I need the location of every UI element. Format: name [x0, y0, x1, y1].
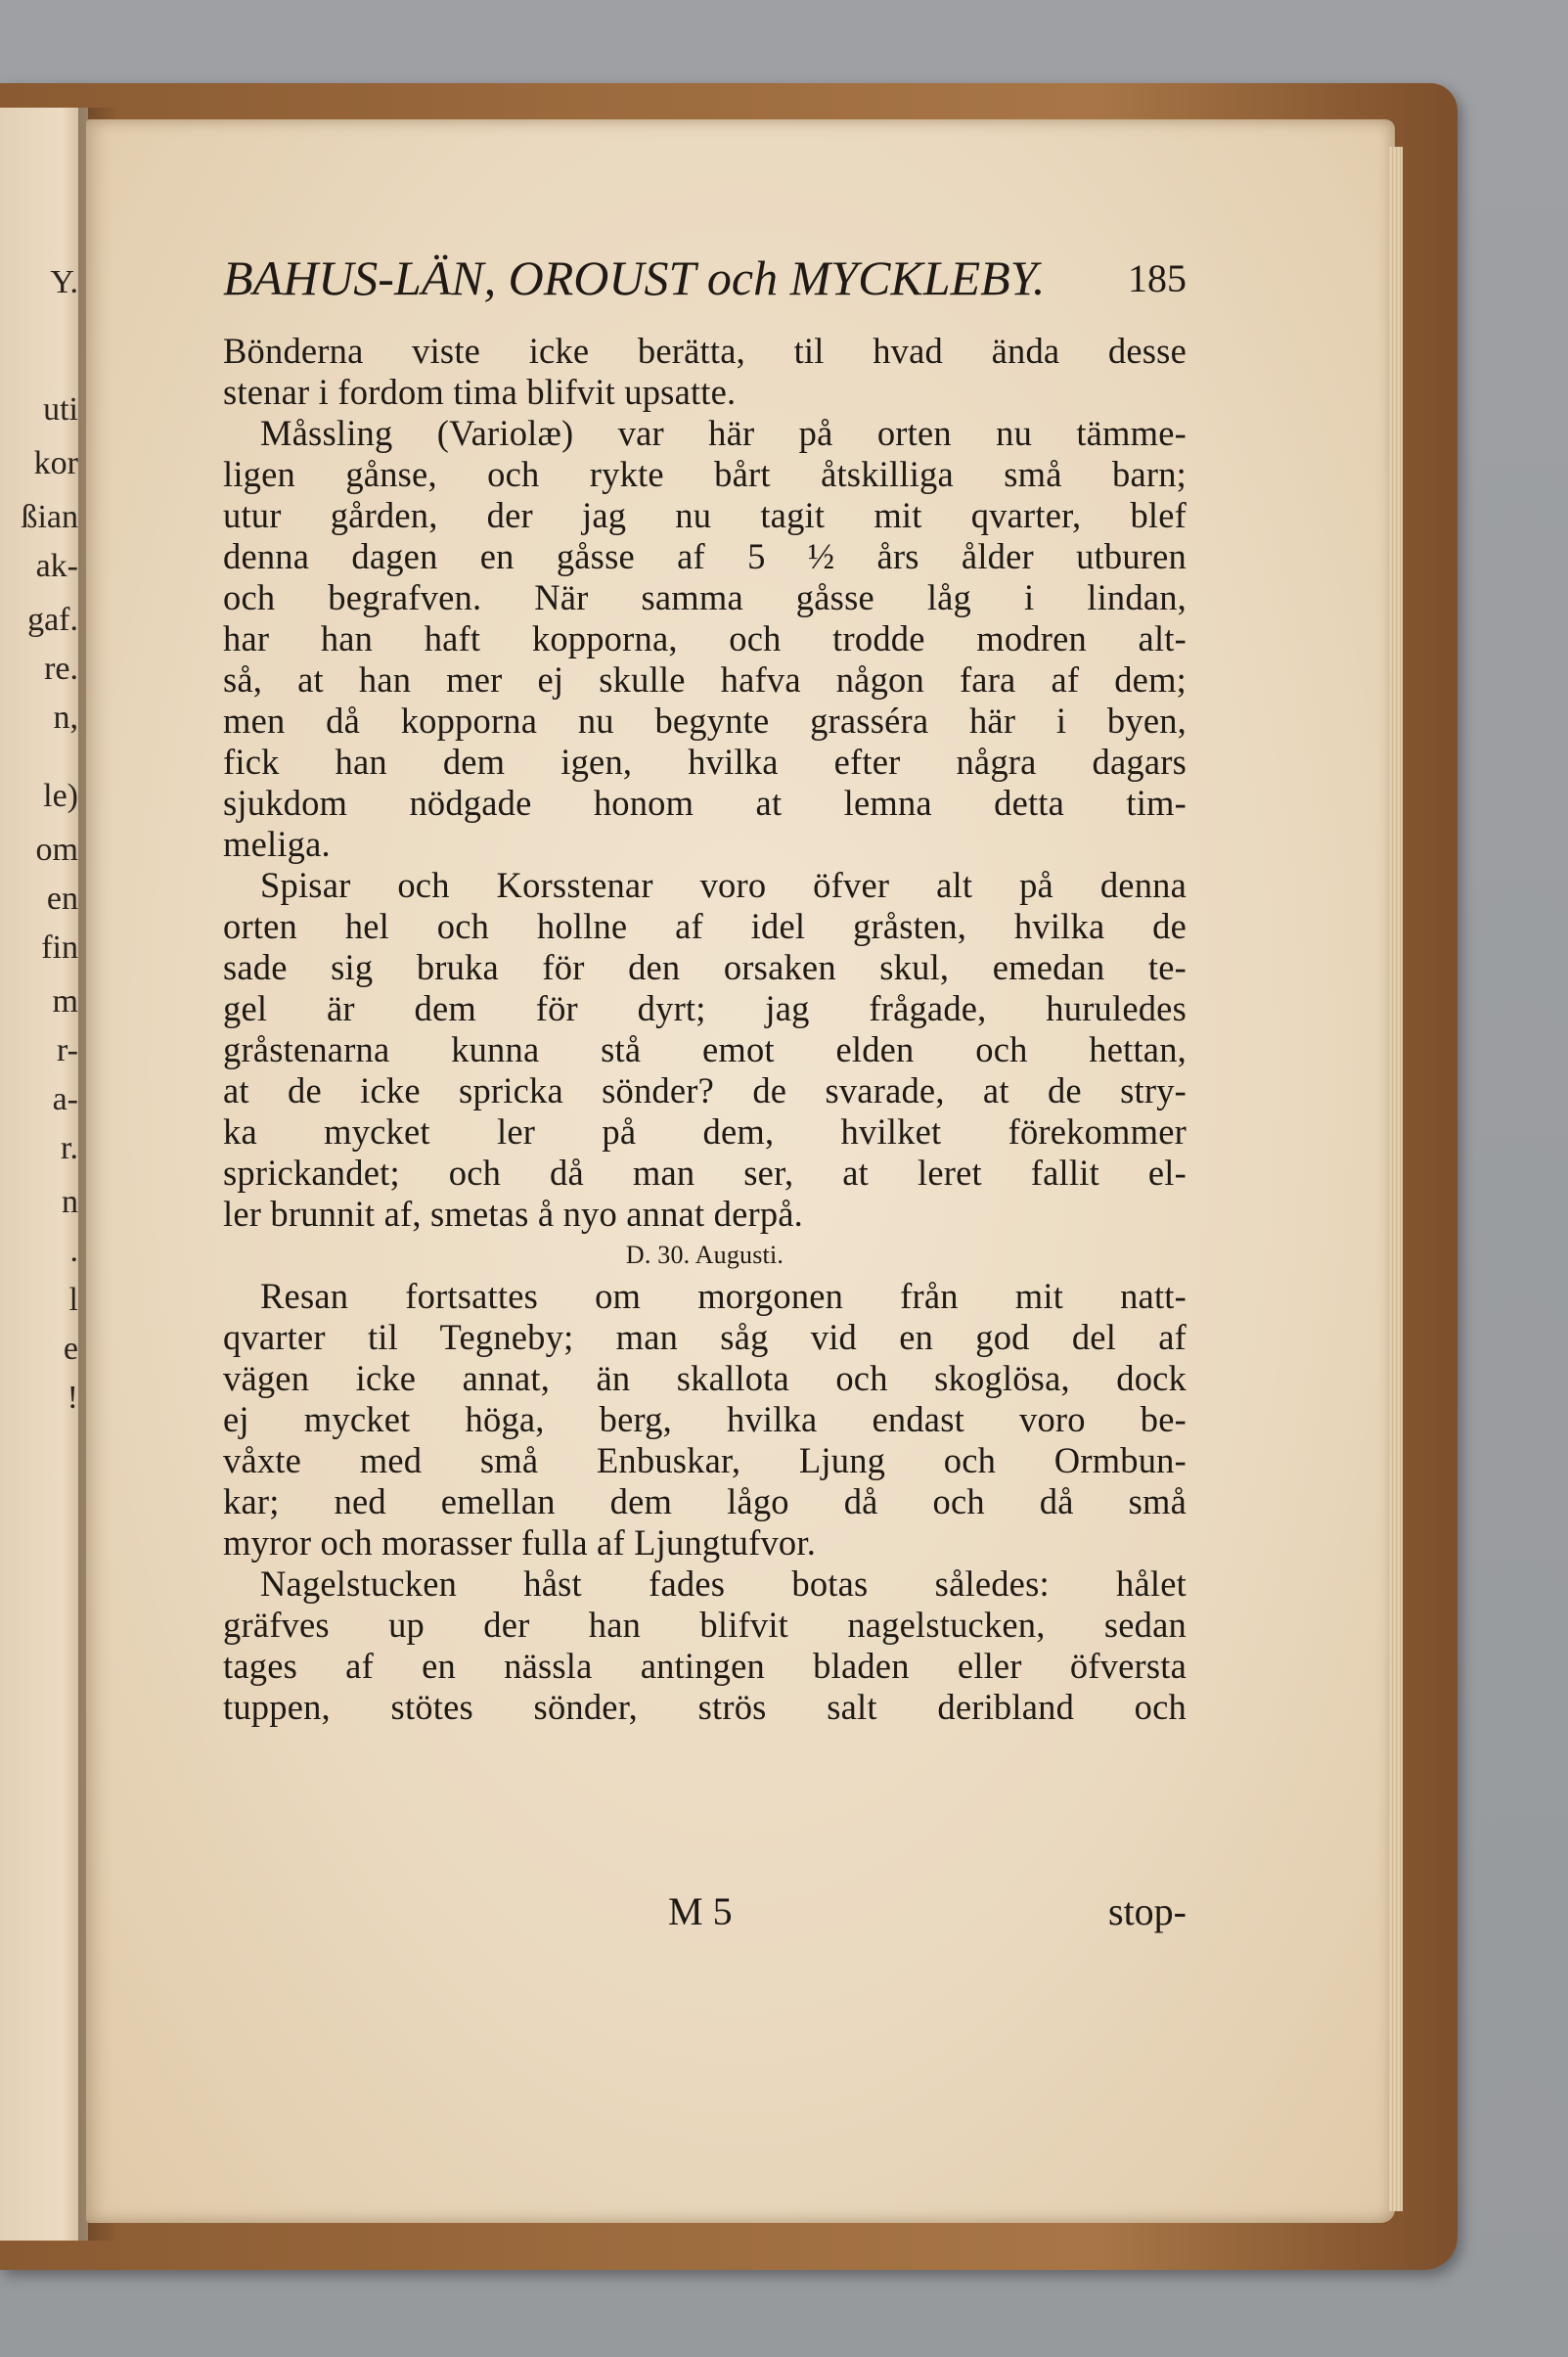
left-page-fragment: r- — [57, 1032, 78, 1068]
signature-mark: M 5 — [668, 1889, 733, 1933]
running-header — [223, 249, 1187, 318]
body-text — [223, 331, 1187, 1728]
text-line: Resan fortsattes om morgonen från mit natt- — [260, 1276, 1187, 1316]
left-page-fragment: . — [69, 1233, 78, 1269]
text-line: tuppen, stötes sönder, strös salt deribland och — [223, 1687, 1187, 1727]
page-edge — [1389, 147, 1403, 2211]
left-page-fragment: r. — [61, 1130, 78, 1166]
text-line: Nagelstucken håst fades botas således: hålet — [260, 1564, 1187, 1604]
text-line: stenar i fordom tima blifvit upsatte. — [223, 372, 737, 412]
left-page-fragment: en — [46, 881, 78, 917]
left-page-fragment: gaf. — [27, 602, 78, 638]
left-page-fragment: le) — [43, 778, 78, 814]
text-line: Måssling (Variolæ) var här på orten nu tämme- — [260, 413, 1187, 453]
text-line: Spisar och Korsstenar voro öfver alt på denna — [260, 865, 1187, 905]
page-footer — [223, 1888, 1187, 1935]
left-page-fragment: ak- — [35, 548, 78, 584]
text-line: och begrafven. När samma gåsse låg i lindan, — [223, 577, 1187, 617]
left-page-fragment: m — [52, 983, 78, 1020]
text-line: myror och morasser fulla af Ljungtufvor. — [223, 1522, 817, 1563]
text-line: så, at han mer ej skulle hafva någon fara af dem; — [223, 659, 1187, 700]
text-line: ler brunnit af, smetas å nyo annat derpå. — [223, 1194, 804, 1234]
left-page-fragment: ! — [67, 1380, 78, 1416]
text-line: Bönderna viste icke berätta, til hvad ända desse — [223, 331, 1187, 371]
text-line: D. 30. Augusti. — [625, 1241, 784, 1269]
text-line: men då kopporna nu begynte grasséra här i byen, — [223, 701, 1187, 741]
text-line: qvarter til Tegneby; man såg vid en god del af — [223, 1317, 1187, 1357]
text-line: sade sig bruka för den orsaken skul, emedan te- — [223, 947, 1187, 987]
left-page-fragment: uti — [43, 391, 78, 428]
text-line: våxte med små Enbuskar, Ljung och Ormbun- — [223, 1440, 1187, 1480]
text-line: meliga. — [223, 824, 331, 864]
text-line: gräfves up der han blifvit nagelstucken, sedan — [223, 1605, 1187, 1645]
left-page-fragment: Y. — [50, 264, 78, 300]
left-page-fragment: om — [35, 832, 78, 868]
left-page-fragment: n, — [53, 700, 78, 736]
left-page-fragment: e — [63, 1331, 78, 1367]
left-page-fragment: n — [62, 1184, 78, 1220]
text-line: gråstenarna kunna stå emot elden och hettan, — [223, 1029, 1187, 1069]
text-line: orten hel och hollne af idel gråsten, hvilka de — [223, 906, 1187, 946]
running-title: BAHUS-LÄN, OROUST och MYCKLEBY. — [223, 250, 1046, 305]
text-line: sprickandet; och då man ser, at leret fallit el- — [223, 1153, 1187, 1193]
text-line: sjukdom nödgade honom at lemna detta tim- — [223, 783, 1187, 823]
text-line: ej mycket höga, berg, hvilka endast voro be- — [223, 1399, 1187, 1439]
text-line: ligen gånse, och rykte bårt åtskilliga små barn; — [223, 454, 1187, 494]
text-line: gel är dem för dyrt; jag frågade, huruledes — [223, 988, 1187, 1028]
page-number: 185 — [1128, 256, 1187, 300]
left-page-fragment: l — [68, 1282, 78, 1318]
left-page-fragment: re. — [44, 651, 78, 687]
text-line: kar; ned emellan dem lågo då och då små — [223, 1481, 1187, 1521]
text-line: har han haft kopporna, och trodde modren alt- — [223, 618, 1187, 658]
left-page-fragment: kor — [33, 445, 78, 481]
text-line: tages af en nässla antingen bladen eller öfversta — [223, 1646, 1187, 1686]
left-page-fragment: ßian — [21, 499, 78, 535]
text-line: ka mycket ler på dem, hvilket förekommer — [223, 1111, 1187, 1152]
text-line: vägen icke annat, än skallota och skoglösa, dock — [223, 1358, 1187, 1398]
left-page-fragment: fin — [41, 929, 78, 966]
left-page-fragment: a- — [52, 1081, 78, 1117]
catchword: stop- — [1108, 1889, 1187, 1933]
left-page — [0, 108, 88, 2241]
text-line: utur gården, der jag nu tagit mit qvarter, blef — [223, 495, 1187, 535]
text-line: fick han dem igen, hvilka efter några dagars — [223, 742, 1187, 782]
text-line: denna dagen en gåsse af 5 ½ års ålder utburen — [223, 536, 1187, 576]
text-line: at de icke spricka sönder? de svarade, at de stry- — [223, 1070, 1187, 1111]
